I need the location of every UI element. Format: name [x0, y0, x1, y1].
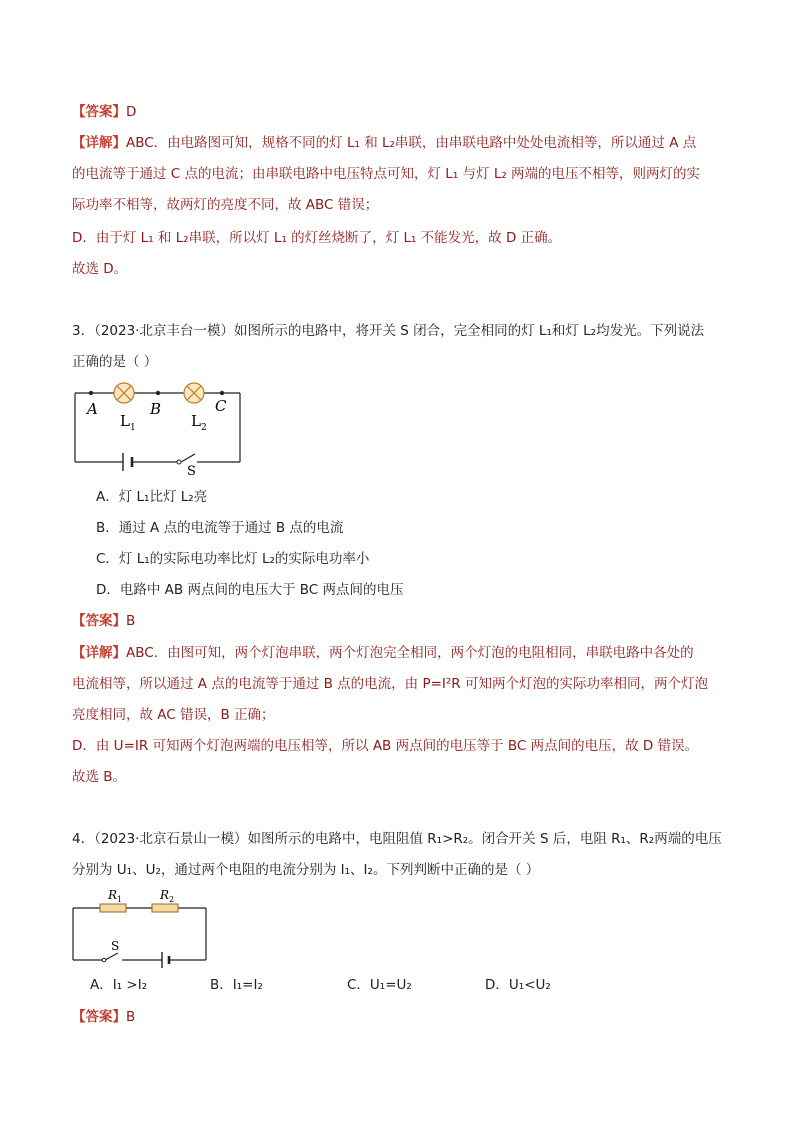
q4-option-b: B．I₁=I₂ [210, 977, 263, 993]
label-s: S [111, 939, 120, 953]
answer-line-2 [72, 102, 136, 122]
answer-value: D [126, 104, 137, 120]
q3-detail-line-3: 亮度相同，故 AC 错误，B 正确； [72, 707, 275, 723]
battery-icon [162, 952, 169, 968]
label-l1: $L_1$ [120, 412, 136, 433]
detail-line-5: 故选 D。 [72, 261, 128, 277]
q4-option-a: A．I₁ >I₂ [90, 977, 148, 993]
q3-option-d: D．电路中 AB 两点间的电压大于 BC 两点间的电压 [96, 582, 404, 598]
detail-line-1 [72, 133, 696, 153]
q4-option-c: C．U₁=U₂ [347, 977, 412, 993]
detail-tag: 【详解】 [72, 135, 126, 151]
answer-tag: 【答案】 [72, 1009, 126, 1025]
q3-option-b: B．通过 A 点的电流等于通过 B 点的电流 [96, 520, 344, 536]
detail-text: ABC．由图可知，两个灯泡串联，两个灯泡完全相同，两个灯泡的电阻相同，串联电路中各处的 [126, 645, 694, 661]
node-a-dot [89, 391, 93, 395]
q3-detail-line-4: D．由 U=IR 可知两个灯泡两端的电压相等，所以 AB 两点间的电压等于 BC 两点间的电压，故 D 错误。 [72, 738, 699, 754]
q3-option-a: A．灯 L₁比灯 L₂亮 [96, 489, 208, 505]
q3-detail-line-5: 故选 B。 [72, 769, 127, 785]
label-s: S [187, 464, 196, 479]
switch-icon [177, 460, 181, 464]
q4-option-d: D．U₁<U₂ [485, 977, 551, 993]
answer-tag: 【答案】 [72, 613, 126, 629]
q3-option-c: C．灯 L₁的实际电功率比灯 L₂的实际电功率小 [96, 551, 370, 567]
q4-circuit-diagram [70, 884, 212, 970]
q4-answer-line [72, 1007, 135, 1027]
detail-tag: 【详解】 [72, 645, 126, 661]
q3-answer-line [72, 611, 135, 631]
label-r1: $R_1$ [108, 888, 123, 904]
answer-tag: 【答案】 [72, 104, 126, 120]
battery-icon [123, 453, 132, 471]
label-a: A [87, 400, 98, 418]
label-b: B [150, 400, 162, 418]
label-r2: $R_2$ [160, 888, 175, 904]
detail-line-2: 的电流等于通过 C 点的电流；由串联电路中电压特点可知，灯 L₁ 与灯 L₂ 两端的电压不相等，则两灯的实 [72, 166, 701, 182]
lamp-l1-icon [114, 383, 134, 403]
q4-stem-line-2: 分别为 U₁、U₂，通过两个电阻的电流分别为 I₁、I₂。下列判断中正确的是（ ） [72, 862, 540, 878]
q3-detail-line-1 [72, 643, 694, 663]
q3-detail-line-2: 电流相等，所以通过 A 点的电流等于通过 B 点的电流，由 P=I²R 可知两个灯泡的实际功率相同，两个灯泡 [72, 676, 708, 692]
node-c-dot [220, 391, 224, 395]
q3-stem-line-1: 3．（2023·北京丰台一模）如图所示的电路中，将开关 S 闭合，完全相同的灯 L₁和灯 L₂均发光。下列说法 [72, 323, 705, 339]
answer-value: B [126, 613, 136, 629]
label-c: C [215, 397, 227, 415]
answer-value: B [126, 1009, 136, 1025]
switch-icon [102, 958, 106, 962]
resistor-r2-icon [152, 904, 178, 912]
node-b-dot [156, 391, 160, 395]
q4-stem-line-1: 4．（2023·北京石景山一模）如图所示的电路中，电阻阻值 R₁>R₂。闭合开关 S 后，电阻 R₁、R₂两端的电压 [72, 831, 722, 847]
lamp-l2-icon [184, 383, 204, 403]
label-l2: $L_2$ [191, 412, 207, 433]
detail-line-4: D．由于灯 L₁ 和 L₂串联，所以灯 L₁ 的灯丝烧断了，灯 L₁ 不能发光，故 D 正确。 [72, 230, 562, 246]
detail-text: ABC．由电路图可知，规格不同的灯 L₁ 和 L₂串联，由串联电路中处处电流相等，所以通过 A 点 [126, 135, 697, 151]
q3-stem-line-2: 正确的是（ ） [72, 354, 158, 370]
detail-line-3: 际功率不相等，故两灯的亮度不同，故 ABC 错误； [72, 197, 379, 213]
q3-circuit-diagram [70, 376, 250, 479]
resistor-r1-icon [100, 904, 126, 912]
